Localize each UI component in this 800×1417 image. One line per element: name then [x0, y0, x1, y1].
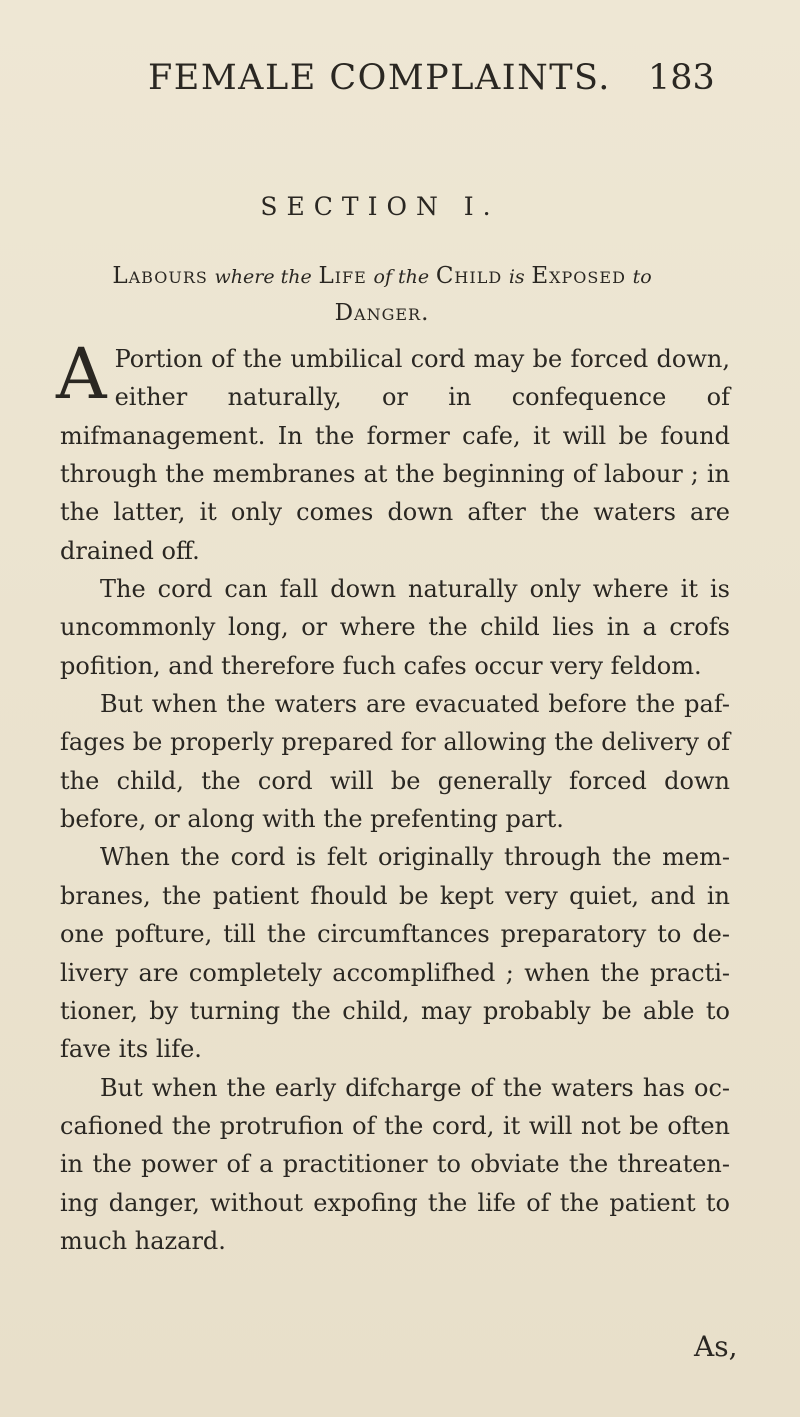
subtitle-word-to: to: [632, 266, 652, 288]
paragraph-4: When the cord is felt originally through the mem- branes, the patient fhould be kept very quiet, and in one pofture, till the circumftances preparatory to de- livery are completely accomplifhed ; when the practi- tioner, by turning the child, may probably be able to fave its life.: [60, 843, 730, 1064]
paragraph-3: But when the waters are evacuated before the paf- fages be properly prepared for allowing the delivery of the child, the cord will be generally forced down before, or along with the prefenting part.: [60, 690, 730, 834]
subtitle-word-where-the: where the: [214, 266, 312, 288]
body-text: [56, 333, 730, 1260]
subtitle-word-life: Life: [318, 263, 367, 289]
section-heading: SECTION I.: [260, 192, 500, 221]
paragraph-2: The cord can fall down naturally only where it is uncommonly long, or where the child lies in a crofs pofition, and therefore fuch cafes occur very feldom.: [60, 575, 730, 680]
subtitle-word-danger: Danger.: [334, 300, 430, 326]
paragraph-1: [56, 333, 730, 570]
paragraph-1-text: Portion of the umbilical cord may be forced down, either naturally, or in confequence of mifmanagement. In the former cafe, it will be found through the membranes at the beginning of labour ; in the latter, it only comes down after the waters are drained off.: [60, 345, 730, 565]
section-subtitle: [52, 258, 712, 331]
running-head: [0, 58, 800, 108]
subtitle-word-exposed: Exposed: [531, 263, 626, 289]
drop-cap: A: [56, 333, 107, 415]
catchword: As,: [694, 1330, 738, 1363]
subtitle-word-labours: Labours: [112, 263, 208, 289]
subtitle-word-of-the: of the: [373, 266, 430, 288]
subtitle-word-is: is: [508, 266, 525, 288]
paragraph-5: But when the early difcharge of the waters has oc- cafioned the protrufion of the cord, it will not be often in the power of a practitioner to obviate the threaten- ing danger, without expofing the life of the patient to much hazard.: [60, 1073, 730, 1255]
running-title: FEMALE COMPLAINTS.: [148, 58, 611, 98]
subtitle-word-child: Child: [435, 263, 503, 289]
page-number: 183: [648, 58, 715, 98]
